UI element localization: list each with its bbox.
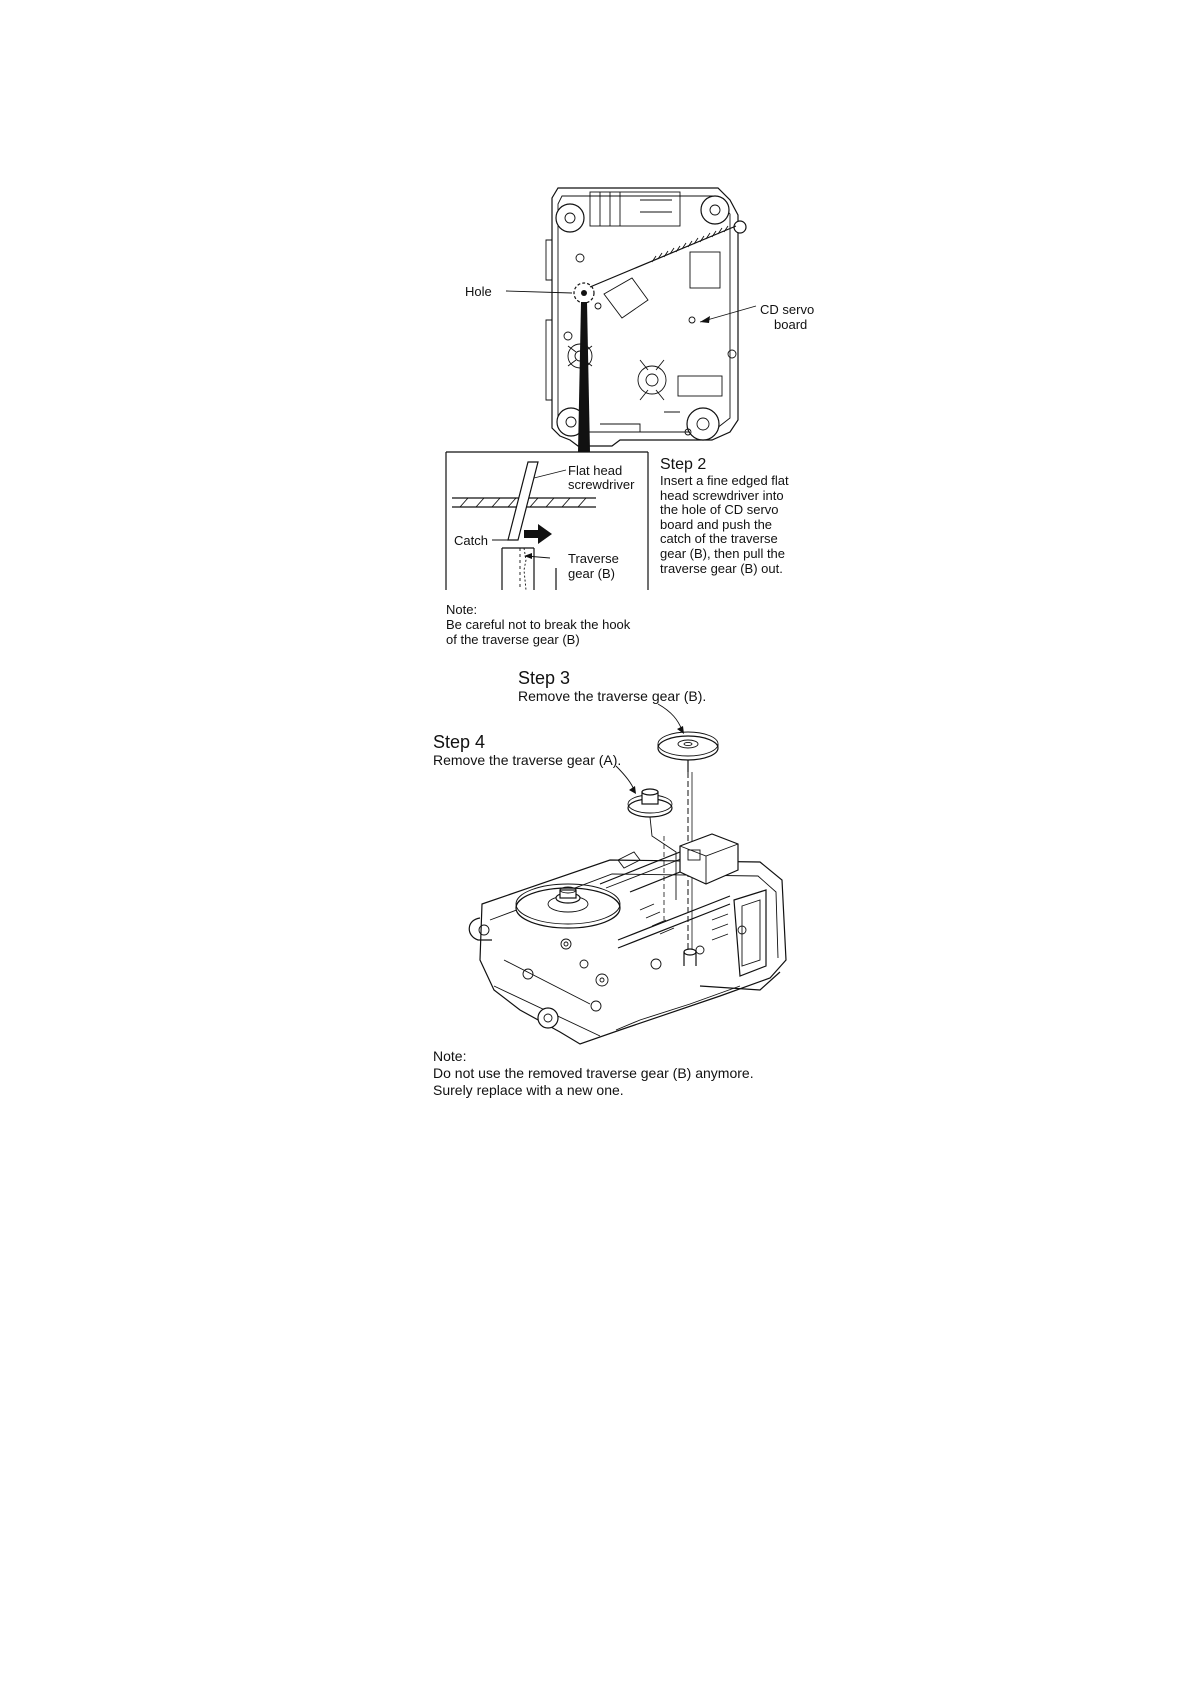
catch-label: Catch xyxy=(454,533,488,548)
note1-heading: Note: xyxy=(446,602,478,617)
step2-line: head screwdriver into xyxy=(660,487,784,503)
step2-line: traverse gear (B) out. xyxy=(660,560,783,576)
step3-body: Remove the traverse gear (B). xyxy=(518,688,707,704)
flat-head-label-line1: Flat head xyxy=(568,463,623,478)
step2-line: board and push the xyxy=(660,516,773,532)
step3-title: Step 3 xyxy=(518,668,571,688)
step2-line: catch of the traverse xyxy=(660,531,778,547)
step2-line: gear (B), then pull the xyxy=(660,545,786,561)
step4-title: Step 4 xyxy=(433,732,486,752)
note2-line: Do not use the removed traverse gear (B) anymore. xyxy=(433,1065,754,1081)
note1-line: Be careful not to break the hook xyxy=(446,617,631,632)
step4-body: Remove the traverse gear (A). xyxy=(433,752,622,768)
flat-head-label-line2: screwdriver xyxy=(568,477,635,492)
step2-line: Insert a fine edged flat xyxy=(660,473,789,488)
note2-heading: Note: xyxy=(433,1048,467,1064)
cd-servo-board-label-line2: board xyxy=(774,317,808,332)
traverse-gear-label-line1: Traverse xyxy=(568,551,619,566)
step2-title: Step 2 xyxy=(660,456,707,473)
traverse-gear-label-line2: gear (B) xyxy=(568,566,615,581)
step2-line: the hole of CD servo xyxy=(660,502,779,518)
note2-line: Surely replace with a new one. xyxy=(433,1082,624,1098)
note2-block xyxy=(433,1048,754,1099)
hole-label: Hole xyxy=(465,284,492,299)
note1-line: of the traverse gear (B) xyxy=(446,632,580,647)
cd-servo-board-label-line1: CD servo xyxy=(760,302,815,317)
